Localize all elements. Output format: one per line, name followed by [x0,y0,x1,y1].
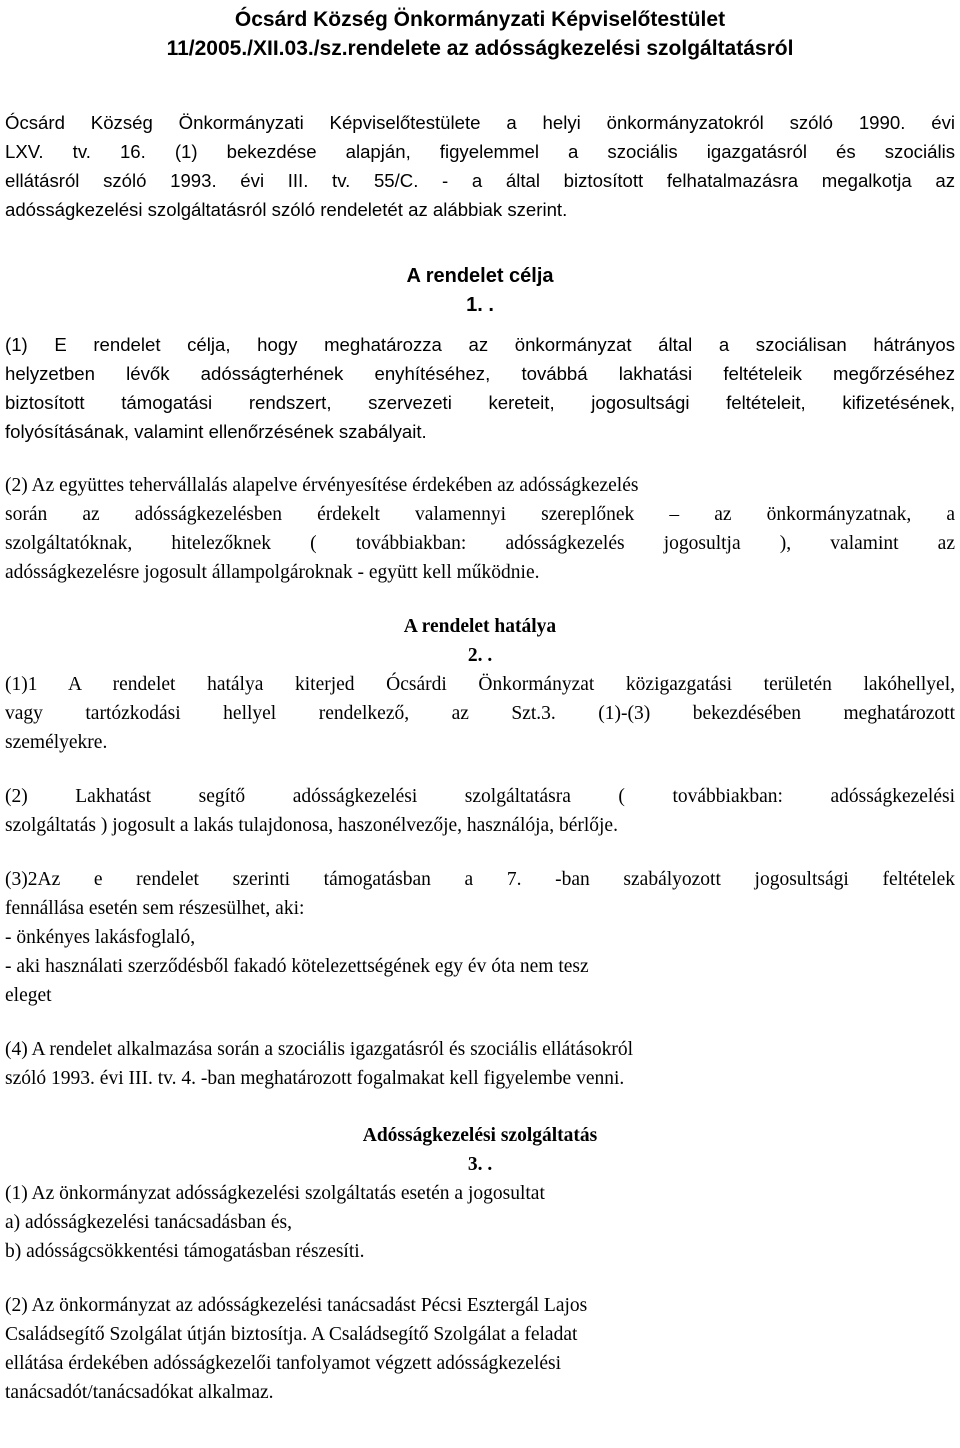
section-3-paragraph-1 [5,1179,955,1266]
paragraph-line: ellátása érdekében adósságkezelői tanfolyamot végzett adósságkezelési [5,1353,562,1374]
paragraph-line: (4) A rendelet alkalmazása során a szociális igazgatásról és szociális ellátásokról [5,1039,634,1060]
document-page [5,0,955,1407]
paragraph-line: tanácsadót/tanácsadókat alkalmaz. [5,1382,274,1403]
preamble-line: ellátásról szóló 1993. évi III. tv. 55/C. - a által biztosított felhatalmazásra megalkotja az [5,170,955,191]
paragraph-line: vagy tartózkodási hellyel rendelkező, az Szt.3. (1)-(3) bekezdésében meghatározott [5,703,955,724]
paragraph-line: (2) Lakhatást segítő adósságkezelési szolgáltatásra ( továbbiakban: adósságkezelési [5,786,955,807]
section-1-paragraph-2 [5,471,955,587]
preamble-line: LXV. tv. 16. (1) bekezdése alapján, figyelemmel a szociális igazgatásról és szociális [5,141,955,162]
paragraph-line: helyzetben lévők adósságterhének enyhítéséhez, továbbá lakhatási feltételeik megőrzéséhez [5,363,955,384]
title-line-1: Ócsárd Község Önkormányzati Képviselőtestület [234,8,726,31]
preamble [5,108,955,224]
paragraph-line: adósságkezelésre jogosult állampolgároknak - együtt kell működnie. [5,562,540,583]
document-title [5,5,955,63]
paragraph-line: Családsegítő Szolgálat útján biztosítja. A Családsegítő Szolgálat a feladat [5,1324,578,1345]
section-1-number: 1. . [466,294,494,316]
section-2-paragraph-4 [5,1035,955,1093]
paragraph-line: (1) Az önkormányzat adósságkezelési szolgáltatás esetén a jogosultat [5,1183,545,1204]
section-2-heading: A rendelet hatálya [403,616,557,637]
paragraph-line: fennállása esetén sem részesülhet, aki: [5,898,305,919]
paragraph-line: (3)2Az e rendelet szerinti támogatásban a 7. -ban szabályozott jogosultsági feltételek [5,869,955,890]
section-2-paragraph-1 [5,670,955,757]
paragraph-line: eleget [5,985,52,1006]
paragraph-line: b) adósságcsökkentési támogatásban részesíti. [5,1241,365,1262]
section-3-heading: Adósságkezelési szolgáltatás [362,1125,598,1146]
paragraph-line: szóló 1993. évi III. tv. 4. -ban meghatározott fogalmakat kell figyelembe venni. [5,1068,625,1089]
paragraph-line: folyósításának, valamint ellenőrzésének szabályait. [5,421,427,442]
paragraph-line: szolgáltatóknak, hitelezőknek ( továbbiakban: adósságkezelés jogosultja ), valamint az [5,533,955,554]
paragraph-line: (1)1 A rendelet hatálya kiterjed Ócsárdi Önkormányzat közigazgatási területén lakóhellyel, [5,674,955,695]
paragraph-line: személyekre. [5,732,108,753]
paragraph-line: (1) E rendelet célja, hogy meghatározza az önkormányzat által a szociálisan hátrányos [5,334,955,355]
section-1 [5,262,955,587]
paragraph-line: szolgáltatás ) jogosult a lakás tulajdonosa, haszonélvezője, használója, bérlője. [5,815,618,836]
section-2-paragraph-3 [5,865,955,1010]
paragraph-line: során az adósságkezelésben érdekelt valamennyi szereplőnek – az önkormányzatnak, a [5,504,955,525]
section-1-paragraph-1 [5,330,955,446]
section-3 [5,1121,955,1407]
section-2-paragraph-2 [5,782,955,840]
section-2-number: 2. . [467,645,493,666]
section-2 [5,612,955,1093]
paragraph-line: (2) Az együttes tehervállalás alapelve érvényesítése érdekében az adósságkezelés [5,475,639,496]
preamble-line: adósságkezelési szolgáltatásról szóló rendeletét az alábbiak szerint. [5,199,568,220]
preamble-line: Ócsárd Község Önkormányzati Képviselőtestülete a helyi önkormányzatokról szóló 1990. évi [5,112,955,133]
section-3-paragraph-2 [5,1291,955,1407]
title-line-2: 11/2005./XII.03./sz.rendelete az adósságkezelési szolgáltatásról [166,37,794,60]
section-3-number: 3. . [467,1154,493,1175]
section-1-heading: A rendelet célja [406,265,554,287]
paragraph-line: biztosított támogatási rendszert, szervezeti kereteit, jogosultsági feltételeit, kifizetésének, [5,392,955,413]
paragraph-line: - önkényes lakásfoglaló, [5,927,196,948]
paragraph-line: a) adósságkezelési tanácsadásban és, [5,1212,292,1233]
paragraph-line: - aki használati szerződésből fakadó kötelezettségének egy év óta nem tesz [5,956,589,977]
paragraph-line: (2) Az önkormányzat az adósságkezelési tanácsadást Pécsi Esztergál Lajos [5,1295,588,1316]
